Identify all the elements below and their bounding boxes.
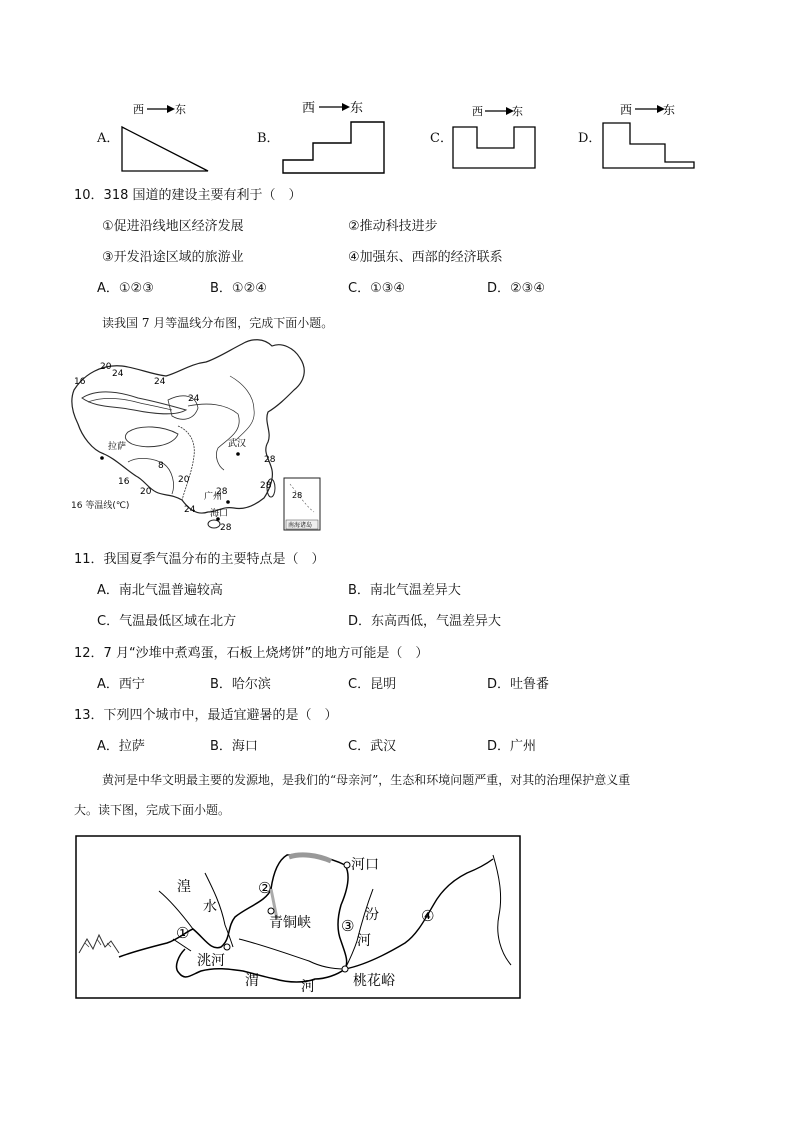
option-d[interactable]: D．广州 <box>487 739 537 754</box>
isotherm-value: 24 <box>112 369 124 379</box>
label-circle-3: ③ <box>341 917 355 935</box>
west-label: 西 <box>620 103 633 117</box>
isotherm-value: 16 <box>118 477 130 487</box>
option-c-diagram <box>448 100 543 175</box>
station-1 <box>224 944 230 950</box>
statement-3: ③开发沿途区域的旅游业 <box>102 250 244 265</box>
statement-4: ④加强东、西部的经济联系 <box>348 250 503 265</box>
label-circle-1: ① <box>176 924 190 942</box>
profile-shape <box>453 127 535 168</box>
east-label: 东 <box>663 103 676 117</box>
station-taohuayu <box>342 966 348 972</box>
isotherm-value: 24 <box>154 377 166 387</box>
west-label: 西 <box>302 101 316 116</box>
isotherm-value: 28 <box>264 455 276 465</box>
label-hekou: 河口 <box>351 857 379 873</box>
isotherm-value: 20 <box>100 362 112 372</box>
label-taohe: 洮河 <box>197 953 225 969</box>
isotherm-line <box>125 427 178 447</box>
option-a-letter[interactable]: A． <box>97 131 120 146</box>
label-he-wei: 河 <box>301 979 315 995</box>
option-b-diagram <box>278 95 388 177</box>
profile-shape <box>283 122 384 173</box>
option-c[interactable]: C．气温最低区域在北方 <box>97 614 237 629</box>
question-11-stem: 11．我国夏季气温分布的主要特点是（ ） <box>74 552 325 567</box>
option-b[interactable]: B．南北气温差异大 <box>348 583 461 598</box>
city-label-guangzhou: 广州 <box>204 492 223 502</box>
option-b-letter[interactable]: B． <box>257 131 280 146</box>
isotherm-value: 28 <box>292 491 303 500</box>
isotherm-value: 20 <box>178 475 190 485</box>
label-taohuayu: 桃花峪 <box>353 973 395 989</box>
station-hekou <box>344 862 350 868</box>
isotherm-value: 28 <box>260 481 272 491</box>
option-a[interactable]: A．南北气温普遍较高 <box>97 583 223 598</box>
option-c-letter[interactable]: C． <box>430 131 453 146</box>
option-c[interactable]: C．武汉 <box>348 739 397 754</box>
question-12-stem: 12．7 月“沙堆中煮鸡蛋，石板上烧烤饼”的地方可能是（ ） <box>74 646 429 661</box>
east-label: 东 <box>175 103 186 116</box>
hainan-island <box>208 520 220 528</box>
label-fen: 汾 <box>365 907 379 923</box>
option-d[interactable]: D．东高西低，气温差异大 <box>348 614 502 629</box>
inset-label: 南海诸岛 <box>288 522 313 529</box>
question-10-stem: 10．318 国道的建设主要有利于（ ） <box>74 188 302 203</box>
profile-shape <box>603 123 694 168</box>
option-d-letter[interactable]: D． <box>578 131 602 146</box>
west-label: 西 <box>472 105 483 118</box>
label-qingtongxia: 青铜峡 <box>269 915 311 931</box>
isotherm-value: 24 <box>188 394 200 404</box>
isotherm-line <box>230 376 254 440</box>
city-label-haikou: 海口 <box>210 509 229 519</box>
isotherm-value: 28 <box>216 487 228 497</box>
statement-1: ①促进沿线地区经济发展 <box>102 219 244 234</box>
label-wei: 渭 <box>245 973 259 989</box>
option-c[interactable]: C．昆明 <box>348 677 397 692</box>
east-label: 东 <box>512 105 523 118</box>
question-13-stem: 13．下列四个城市中，最适宜避暑的是（ ） <box>74 708 338 723</box>
option-a[interactable]: A．拉萨 <box>97 739 145 754</box>
label-he-fen: 河 <box>357 933 371 949</box>
station-qingtongxia <box>268 908 274 914</box>
west-label: 西 <box>133 103 144 116</box>
isotherm-value: 20 <box>140 487 152 497</box>
isotherm-line <box>178 426 194 500</box>
option-d[interactable]: D．②③④ <box>487 281 545 296</box>
isotherm-value: 28 <box>220 523 232 532</box>
option-c[interactable]: C．①③④ <box>348 281 406 296</box>
east-label: 东 <box>350 101 364 116</box>
isotherm-value: 24 <box>184 505 196 515</box>
intro-map2-line1: 黄河是中华文明最主要的发源地，是我们的“母亲河”，生态和环境问题严重，对其的治理保护意义重 <box>102 773 631 787</box>
intro-map1: 读我国 7 月等温线分布图，完成下面小题。 <box>102 316 334 330</box>
option-b[interactable]: B．①②④ <box>210 281 267 296</box>
arrow-head <box>167 105 175 113</box>
option-b[interactable]: B．海口 <box>210 739 258 754</box>
city-dot-wuhan <box>236 452 240 456</box>
city-dot-guangzhou <box>226 500 230 504</box>
intro-map2-line2: 大。读下图，完成下面小题。 <box>74 803 231 817</box>
isotherm-value: 8 <box>158 461 164 471</box>
option-a[interactable]: A．西宁 <box>97 677 145 692</box>
statement-2: ②推动科技进步 <box>348 219 438 234</box>
option-d[interactable]: D．吐鲁番 <box>487 677 550 692</box>
option-a[interactable]: A．①②③ <box>97 281 154 296</box>
isotherm-line <box>88 398 172 410</box>
city-label-wuhan: 武汉 <box>228 439 247 449</box>
map1-legend: 16 等温线(℃) <box>71 501 130 511</box>
option-a-diagram <box>115 100 215 175</box>
label-shui: 水 <box>203 899 217 915</box>
option-d-diagram <box>597 97 697 175</box>
city-label-lasa: 拉萨 <box>108 442 127 452</box>
isotherm-line <box>188 404 239 470</box>
label-circle-2: ② <box>258 879 272 897</box>
isotherm-value: 16 <box>74 377 86 387</box>
label-circle-4: ④ <box>421 907 435 925</box>
yellow-river-map <box>75 835 521 999</box>
option-b[interactable]: B．哈尔滨 <box>210 677 271 692</box>
label-huang: 湟 <box>177 879 191 895</box>
city-dot-lasa <box>100 456 104 460</box>
profile-shape <box>122 127 208 171</box>
